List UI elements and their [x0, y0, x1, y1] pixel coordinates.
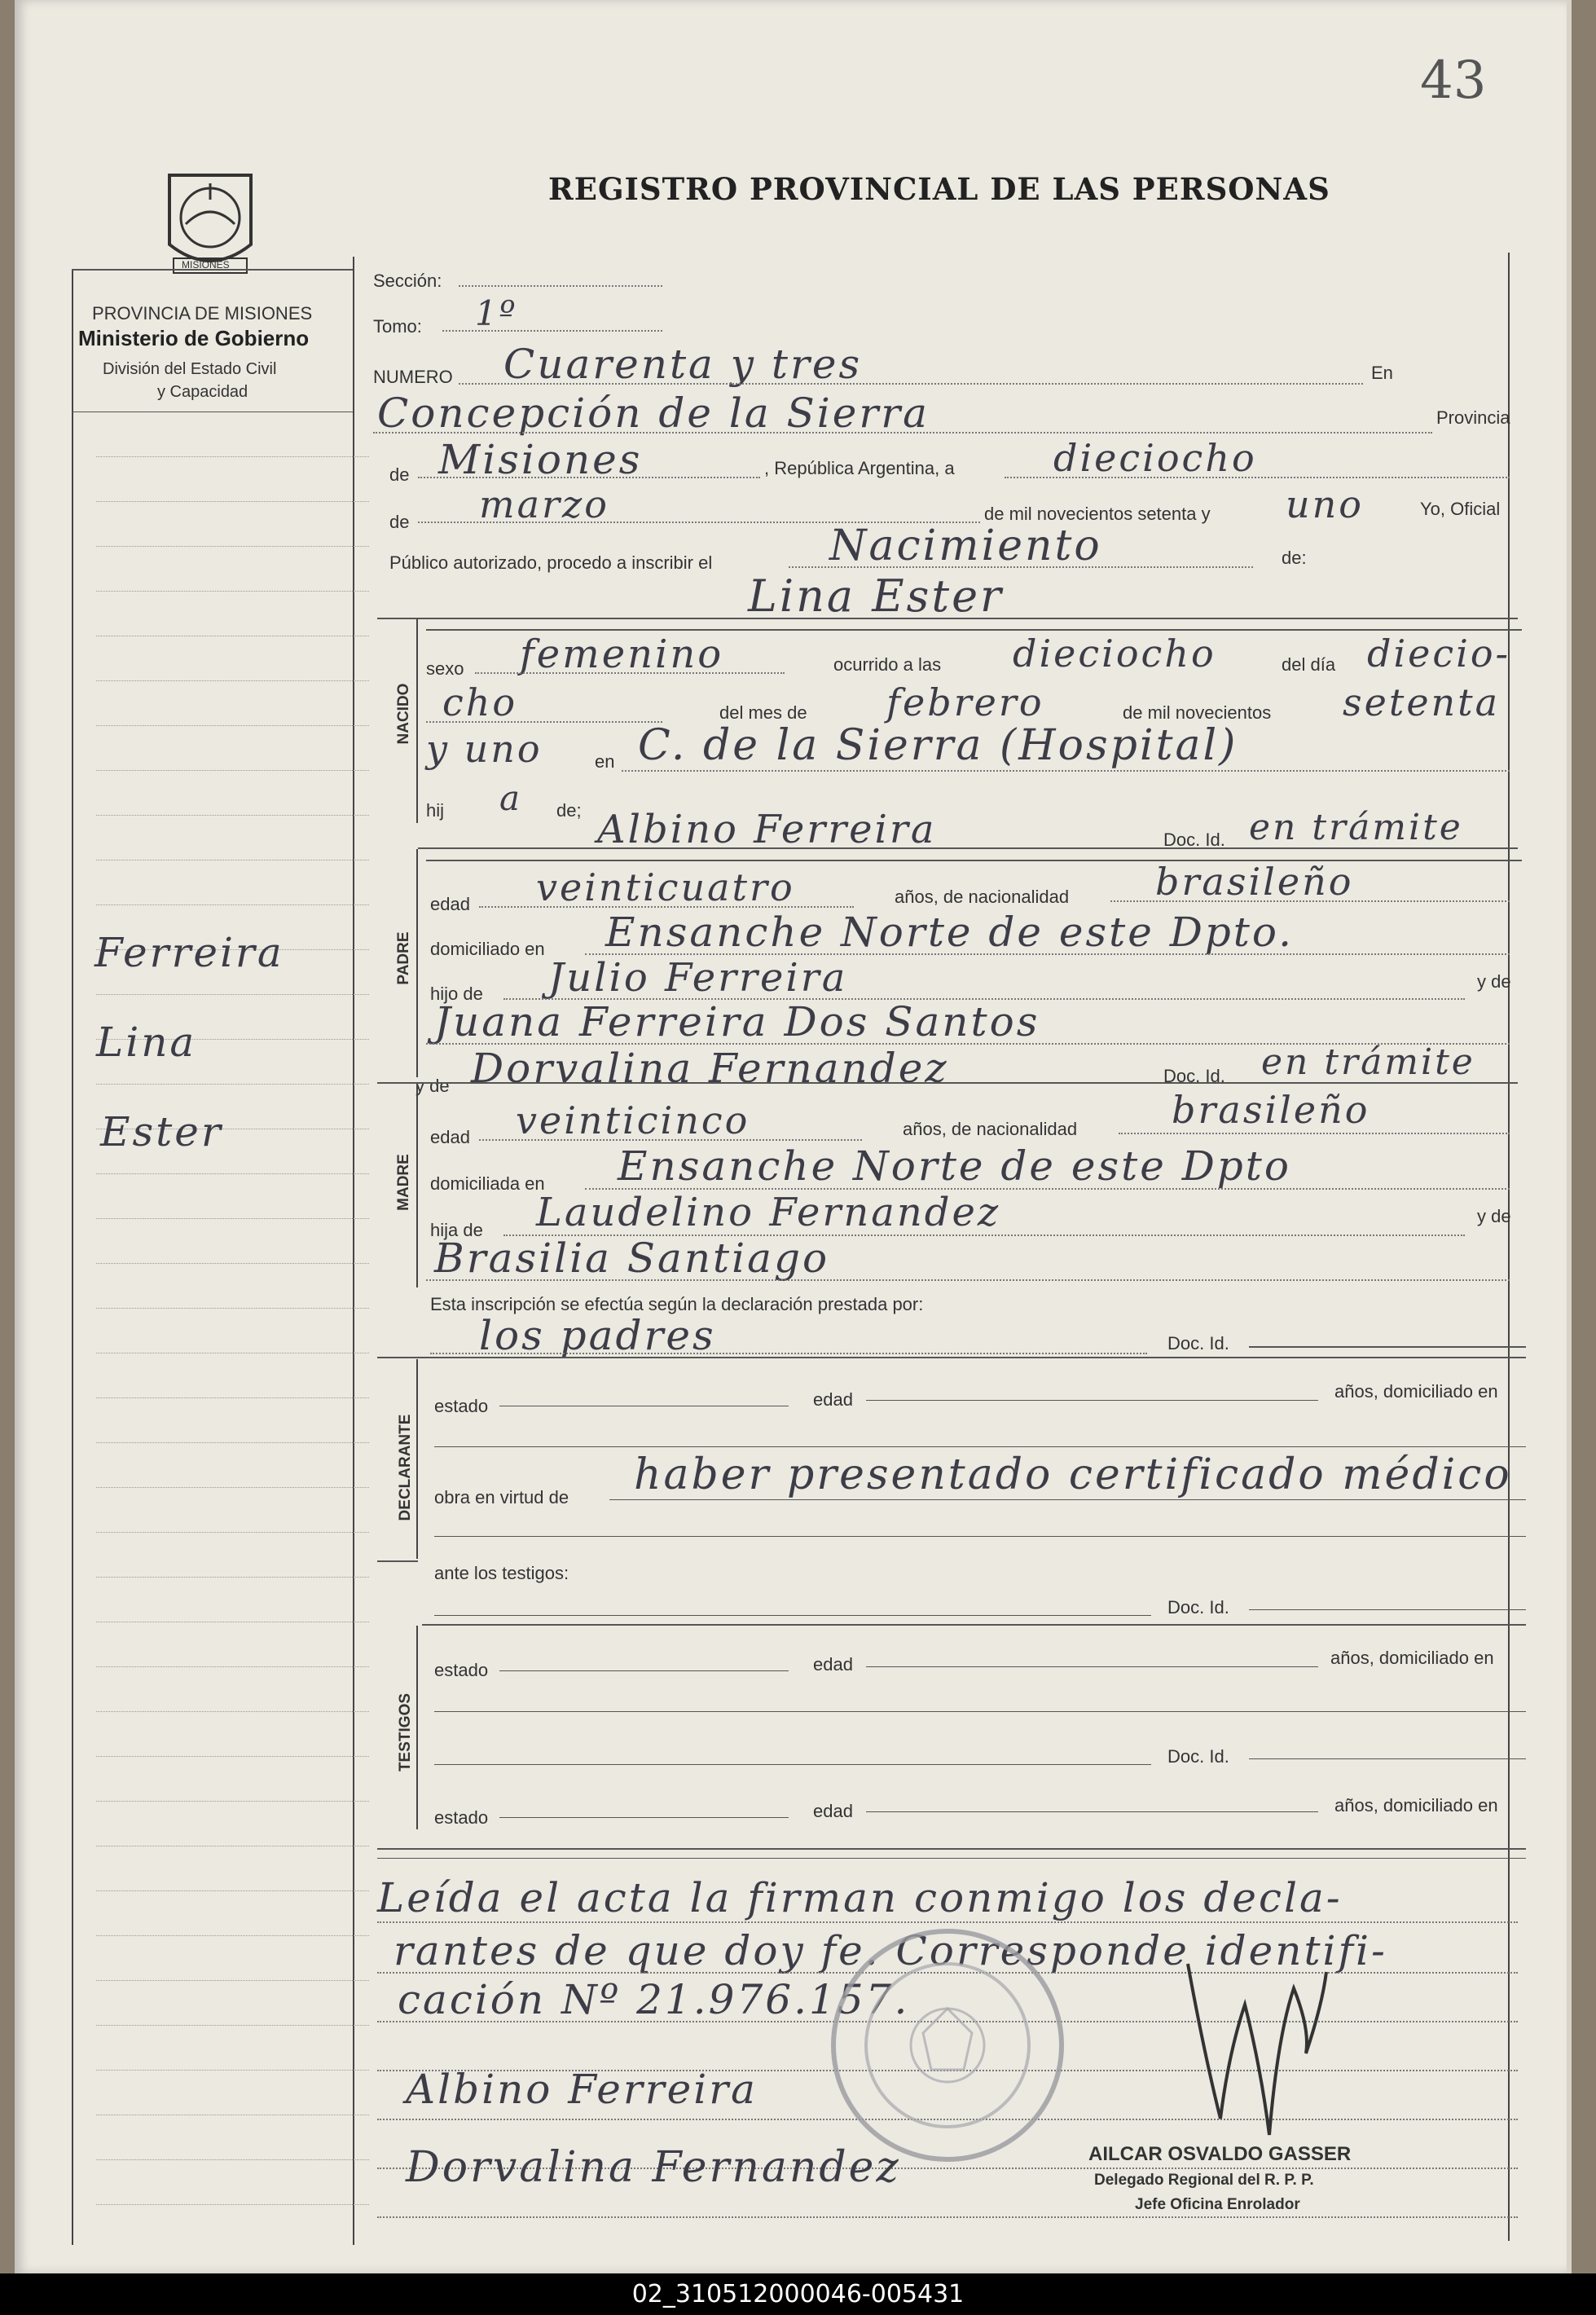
label-del-mes: del mes de [719, 702, 807, 723]
label-estado2: estado [434, 1660, 489, 1680]
official-signature-icon [1172, 1956, 1334, 2143]
label-edad5: edad [813, 1801, 853, 1821]
signature-mother: Dorvalina Fernandez [406, 2143, 901, 2192]
label-testigos: ante los testigos: [434, 1563, 569, 1583]
label-y-de2: y de [415, 1076, 450, 1096]
value-tomo: 1º [475, 293, 518, 333]
signature-father: Albino Ferreira [406, 2066, 758, 2113]
label-doc-id3: Doc. Id. [1167, 1333, 1229, 1353]
value-anio: uno [1286, 482, 1364, 526]
label-yo-oficial: Yo, Oficial [1420, 499, 1501, 519]
value-madre-doc: en trámite [1261, 1041, 1475, 1083]
center-frame-line [353, 257, 354, 2245]
official-office: Jefe Oficina Enrolador [1135, 2196, 1300, 2213]
official-name: AILCAR OSVALDO GASSER [1088, 2143, 1352, 2165]
label-anos-dom2: años, domiciliado en [1330, 1648, 1494, 1668]
label-hij: hij [426, 800, 445, 821]
label-doc-id2: Doc. Id. [1163, 1066, 1225, 1086]
label-del-dia: del día [1282, 654, 1336, 675]
label-doc-id5: Doc. Id. [1167, 1746, 1229, 1767]
section-testigos: TESTIGOS [397, 1692, 414, 1772]
label-anos-nac2: años, de nacionalidad [903, 1119, 1078, 1139]
label-seccion: Sección: [373, 271, 442, 291]
value-hora: dieciocho [1013, 632, 1216, 676]
value-anio-nac-1: setenta [1343, 680, 1501, 724]
value-numero: Cuarenta y tres [503, 341, 863, 388]
value-dia: dieciocho [1053, 436, 1257, 480]
label-de: de [389, 464, 410, 485]
value-cierre-1: Leída el acta la firman conmigo los decla- [377, 1874, 1343, 1921]
value-sexo: femenino [520, 632, 724, 677]
official-title: Delegado Regional del R. P. P. [1094, 2172, 1314, 2189]
label-doc-id4: Doc. Id. [1167, 1597, 1229, 1617]
ministry-line1: PROVINCIA DE MISIONES [92, 303, 313, 323]
value-padre-dom: Ensanche Norte de este Dpto. [605, 909, 1295, 956]
value-mes-nac: febrero [886, 680, 1044, 724]
value-lugar-nac: C. de la Sierra (Hospital) [638, 721, 1238, 770]
value-padre-doc: en trámite [1249, 807, 1463, 848]
value-provincia: Misiones [438, 436, 643, 483]
ministry-line3: División del Estado Civil [103, 360, 277, 378]
margin-first-name: Lina [96, 1019, 197, 1066]
label-doc-id: Doc. Id. [1163, 830, 1225, 850]
label-y-de: y de [1477, 971, 1511, 992]
value-cierre-3: cación Nº 21.976.157. [398, 1976, 910, 2023]
label-numero: NUMERO [373, 367, 453, 387]
label-sexo: sexo [426, 658, 464, 679]
value-acto: Nacimiento [829, 522, 1102, 570]
label-de2: de [389, 512, 410, 532]
label-anos-dom3: años, domiciliado en [1334, 1795, 1498, 1815]
label-estado3: estado [434, 1807, 489, 1828]
value-padre-padre: Julio Ferreira [548, 955, 848, 1001]
label-domiciliado: domiciliado en [430, 939, 545, 959]
label-de3: de; [556, 800, 582, 821]
scan-id-bar: 02_310512000046-005431 [0, 2273, 1596, 2315]
value-nombre: Lina Ester [748, 570, 1004, 622]
left-frame-line [72, 269, 73, 2245]
label-en2: en [595, 751, 615, 772]
label-de-mil-nov: de mil novecientos [1123, 702, 1272, 723]
register-page [15, 0, 1572, 2273]
value-padre-nombre: Albino Ferreira [597, 807, 937, 852]
value-padre-madre: Juana Ferreira Dos Santos [434, 998, 1040, 1045]
label-obra: obra en virtud de [434, 1487, 569, 1507]
label-de-colon: de: [1282, 548, 1307, 568]
section-declarante: DECLARANTE [397, 1414, 414, 1521]
label-edad4: edad [813, 1654, 853, 1675]
label-hijo-de: hijo de [430, 984, 483, 1004]
right-frame-line [1508, 253, 1510, 2241]
seal-text: MISIONES [182, 259, 230, 271]
value-madre-madre: Brasilia Santiago [434, 1235, 830, 1282]
value-madre-padre: Laudelino Fernandez [536, 1190, 1001, 1235]
value-declarante: los padres [479, 1312, 716, 1359]
value-dia-nac-2: cho [442, 680, 518, 724]
label-edad2: edad [430, 1127, 470, 1147]
document-title: REGISTRO PROVINCIAL DE LAS PERSONAS [548, 171, 1330, 207]
value-obra: haber presentado certificado médico [634, 1450, 1512, 1499]
label-hija-de: hija de [430, 1220, 483, 1240]
label-republica: , República Argentina, a [764, 458, 955, 478]
value-anio-nac-2: y uno [426, 727, 543, 771]
section-nacido: NACIDO [395, 683, 412, 745]
margin-surname: Ferreira [95, 929, 284, 976]
value-madre-nombre: Dorvalina Fernandez [471, 1045, 949, 1092]
ministry-line2: Ministerio de Gobierno [78, 326, 310, 350]
label-anos-nac: años, de nacionalidad [895, 887, 1070, 907]
value-mes: marzo [479, 482, 609, 526]
label-edad: edad [430, 894, 470, 914]
label-en: En [1371, 363, 1393, 383]
label-estado: estado [434, 1396, 489, 1416]
section-padre: PADRE [395, 931, 412, 985]
label-edad3: edad [813, 1389, 853, 1410]
label-mil-novecientos: de mil novecientos setenta y [984, 504, 1211, 524]
margin-second-name: Ester [100, 1108, 223, 1155]
value-madre-edad: veinticinco [516, 1098, 750, 1142]
value-hij-suffix: a [499, 778, 523, 818]
official-stamp-icon [825, 1923, 1070, 2168]
label-esta-inscripcion: Esta inscripción se efectúa según la declaración prestada por: [430, 1294, 924, 1314]
label-tomo: Tomo: [373, 316, 422, 337]
label-provincia: Provincia [1436, 407, 1510, 428]
label-publico: Público autorizado, procedo a inscribir el [389, 552, 713, 573]
value-padre-edad: veinticuatro [536, 865, 795, 909]
label-anos-dom: años, domiciliado en [1334, 1381, 1498, 1402]
value-madre-nac: brasileño [1172, 1088, 1370, 1132]
value-dia-nac-1: diecio- [1367, 632, 1511, 676]
value-padre-nac: brasileño [1155, 860, 1354, 904]
label-domiciliada: domiciliada en [430, 1173, 545, 1194]
value-cierre-2: rantes de que doy fe. Corresponde identifi- [394, 1927, 1387, 1974]
label-ocurrido: ocurrido a las [833, 654, 942, 675]
label-y-de3: y de [1477, 1206, 1511, 1226]
value-madre-dom: Ensanche Norte de este Dpto [618, 1142, 1291, 1190]
ministry-line4: y Capacidad [157, 383, 248, 401]
section-madre: MADRE [395, 1154, 412, 1211]
page-number: 43 [1420, 51, 1487, 111]
value-lugar: Concepción de la Sierra [377, 390, 930, 437]
